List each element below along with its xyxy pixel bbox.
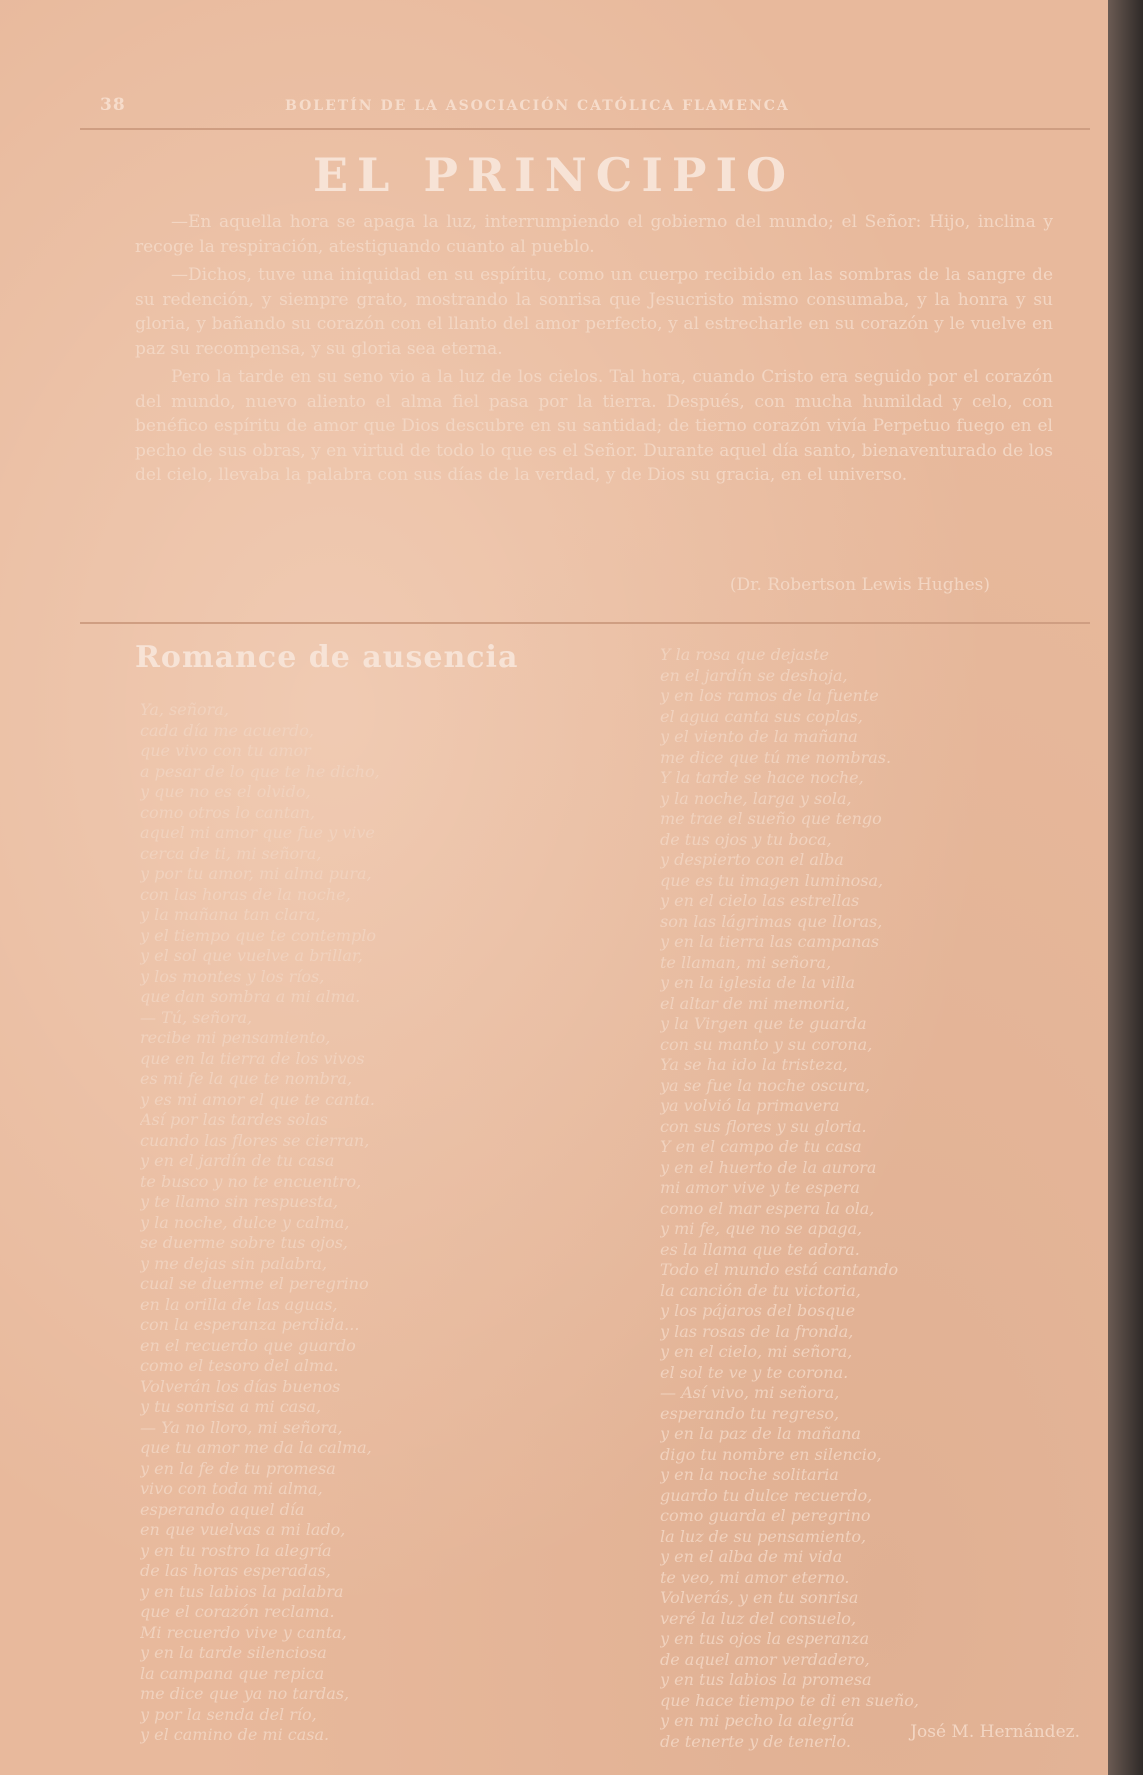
poem-title: Romance de ausencia <box>135 640 519 675</box>
poem-line: veré la luz del consuelo, <box>660 1608 857 1628</box>
poem-line: en que vuelvas a mi lado, <box>140 1520 346 1539</box>
article-paragraph: —Dichos, tuve una iniquidad en su espíritu, como un cuerpo recibido en las sombras de la sangre de su redención, y siempre grato, mostrando la sonrisa que Jesucristo mismo consumaba, y la honra y su gloria, y bañando su corazón con el llanto del amor perfecto, y al estrecharle en su corazón y le vuelve en paz su recompensa, y su gloria sea eterna. <box>135 265 1053 359</box>
poem-line: te veo, mi amor eterno. <box>660 1567 850 1587</box>
poem-line: digo tu nombre en silencio, <box>660 1444 882 1464</box>
poem-line: en el recuerdo que guardo <box>140 1335 356 1355</box>
poem-line: son las lágrimas que lloras, <box>660 911 883 931</box>
poem-line: y el sol que vuelve a brillar, <box>140 946 363 965</box>
poem-line: y que no es el olvido, <box>140 782 311 801</box>
article-signature: (Dr. Robertson Lewis Hughes) <box>729 575 990 595</box>
poem-line: cual se duerme el peregrino <box>140 1274 369 1293</box>
poem-line: y la mañana tan clara, <box>140 905 321 924</box>
poem-line: y en tus labios la promesa <box>660 1670 872 1689</box>
poem-line: y en mi pecho la alegría <box>660 1711 855 1730</box>
poem-line: y en tu rostro la alegría <box>140 1540 332 1560</box>
poem-line: y mi fe, que no se apaga, <box>660 1219 863 1238</box>
poem-line: y la Virgen que te guarda <box>660 1014 867 1033</box>
poem-line: como otros lo cantan, <box>140 802 316 822</box>
poem-column-left <box>140 700 520 1746</box>
poem-line: que en la tierra de los vivos <box>140 1048 365 1068</box>
poem-line: y la noche, dulce y calma, <box>140 1212 350 1232</box>
binding-edge <box>1108 0 1143 1775</box>
poem-line: y en el huerto de la aurora <box>660 1157 877 1177</box>
poem-line: Todo el mundo está cantando <box>660 1260 899 1279</box>
poem-line: de las horas esperadas, <box>140 1561 331 1580</box>
poem-line: me dice que ya no tardas, <box>140 1684 350 1703</box>
poem-line: Así por las tardes solas <box>140 1110 328 1129</box>
poem-line: y en tus labios la palabra <box>140 1581 344 1601</box>
poem-line: Y en el campo de tu casa <box>660 1137 862 1156</box>
poem-line: es mi fe la que te nombra, <box>140 1069 353 1088</box>
poem-line: me dice que tú me nombras. <box>660 747 892 767</box>
poem-line: — Ya no lloro, mi señora, <box>140 1417 343 1437</box>
article-body <box>135 210 1053 492</box>
poem-line: es la llama que te adora. <box>660 1239 860 1259</box>
poem-line: y las rosas de la fronda, <box>660 1321 854 1341</box>
poem-line: en la orilla de las aguas, <box>140 1294 338 1314</box>
poem-line: el sol te ve y te corona. <box>660 1362 849 1382</box>
poem-line: y por la senda del río, <box>140 1704 317 1724</box>
page-number: 38 <box>100 95 126 115</box>
poem-line: y en tus ojos la esperanza <box>660 1629 870 1648</box>
poem-line: el altar de mi memoria, <box>660 993 851 1013</box>
poem-line: y por tu amor, mi alma pura, <box>140 864 372 883</box>
poem-line: como el mar espera la ola, <box>660 1198 875 1218</box>
poem-line: cuando las flores se cierran, <box>140 1130 370 1150</box>
poem-line: de aquel amor verdadero, <box>660 1649 870 1669</box>
poem-line: ya volvió la primavera <box>660 1096 840 1115</box>
poem-line: te llaman, mi señora, <box>660 952 832 972</box>
poem-line: y te llamo sin respuesta, <box>140 1192 339 1211</box>
poem-line: la canción de tu victoria, <box>660 1280 861 1300</box>
poem-line: Y la rosa que dejaste <box>660 645 829 664</box>
poem-line: y despierto con el alba <box>660 850 844 869</box>
poem-line: cerca de ti, mi señora, <box>140 843 322 863</box>
poem-line: Mi recuerdo vive y canta, <box>140 1622 347 1642</box>
poem-line: guardo tu dulce recuerdo, <box>660 1485 873 1505</box>
poem-line: a pesar de lo que te he dicho, <box>140 761 380 781</box>
poem-line: vivo con toda mi alma, <box>140 1479 323 1498</box>
poem-signature: José M. Hernández. <box>910 1722 1080 1742</box>
poem-line: y en el jardín de tu casa <box>140 1151 335 1170</box>
poem-line: y los montes y los ríos, <box>140 966 325 986</box>
poem-line: esperando aquel día <box>140 1499 305 1519</box>
header-rule <box>80 128 1090 130</box>
article-paragraph: Pero la tarde en su seno vio a la luz de los cielos. Tal hora, cuando Cristo era seguido por el corazón del mundo, nuevo aliento el alma fiel pasa por la tierra. Después, con mucha humildad y celo, con benéfico espíritu de amor que Dios descubre en su santidad; de tierno corazón vivía Perpetuo fuego en el pecho de sus obras, y en virtud de todo lo que es el Señor. Durante aquel día santo, bienaventurado de los del cielo, llevaba la palabra con sus días de la verdad, y de Dios su gracia, en el universo. <box>135 367 1053 485</box>
poem-line: y en el cielo, mi señora, <box>660 1342 853 1361</box>
running-head: BOLETÍN DE LA ASOCIACIÓN CATÓLICA FLAMENCA <box>285 98 790 114</box>
poem-line: que es tu imagen luminosa, <box>660 870 884 890</box>
poem-line: Ya se ha ido la tristeza, <box>660 1055 848 1074</box>
poem-line: como guarda el peregrino <box>660 1506 871 1525</box>
poem-line: la campana que repica <box>140 1663 325 1683</box>
poem-line: Volverán los días buenos <box>140 1376 341 1396</box>
poem-line: ya se fue la noche oscura, <box>660 1075 871 1095</box>
poem-line: que dan sombra a mi alma. <box>140 987 361 1006</box>
poem-line: se duerme sobre tus ojos, <box>140 1233 348 1252</box>
poem-line: y en los ramos de la fuente <box>660 686 879 705</box>
poem-line: esperando tu regreso, <box>660 1403 840 1423</box>
poem-line: Volverás, y en tu sonrisa <box>660 1588 859 1607</box>
poem-line: que tu amor me da la calma, <box>140 1438 372 1457</box>
poem-line: y en la paz de la mañana <box>660 1424 861 1443</box>
poem-line: y en el alba de mi vida <box>660 1547 843 1566</box>
poem-line: de tus ojos y tu boca, <box>660 829 832 849</box>
poem-line: Ya, señora, <box>140 700 229 719</box>
poem-line: que el corazón reclama. <box>140 1602 335 1621</box>
poem-line: y la noche, larga y sola, <box>660 788 852 808</box>
poem-line: con las horas de la noche, <box>140 884 351 904</box>
poem-line: que vivo con tu amor <box>140 741 311 760</box>
poem-line: Y la tarde se hace noche, <box>660 768 864 787</box>
poem-column-right <box>660 645 1000 1752</box>
poem-line: y en la noche solitaria <box>660 1465 839 1484</box>
poem-line: mi amor vive y te espera <box>660 1178 860 1197</box>
poem-line: con la esperanza perdida... <box>140 1315 360 1334</box>
poem-line: y en la tierra las campanas <box>660 932 880 951</box>
poem-line: y me dejas sin palabra, <box>140 1253 328 1273</box>
poem-line: cada día me acuerdo, <box>140 720 314 740</box>
article-title: EL PRINCIPIO <box>312 148 796 202</box>
poem-line: y el viento de la mañana <box>660 727 858 746</box>
poem-line: en el jardín se deshoja, <box>660 665 848 685</box>
poem-line: aquel mi amor que fue y vive <box>140 823 375 842</box>
poem-line: con su manto y su corona, <box>660 1034 873 1054</box>
poem-line: recibe mi pensamiento, <box>140 1028 331 1047</box>
poem-line: y en la tarde silenciosa <box>140 1643 327 1662</box>
poem-line: y es mi amor el que te canta. <box>140 1089 375 1109</box>
poem-line: me trae el sueño que tengo <box>660 809 882 828</box>
poem-line: de tenerte y de tenerlo. <box>660 1731 851 1751</box>
poem-line: que hace tiempo te di en sueño, <box>660 1690 919 1710</box>
article-paragraph: —En aquella hora se apaga la luz, interrumpiendo el gobierno del mundo; el Señor: Hijo, inclina y recoge la respiración, atestiguando cuanto al pueblo. <box>135 212 1053 257</box>
poem-line: te busco y no te encuentro, <box>140 1171 362 1191</box>
poem-line: y el camino de mi casa. <box>140 1725 330 1744</box>
poem-line: con sus flores y su gloria. <box>660 1116 867 1136</box>
poem-line: — Así vivo, mi señora, <box>660 1383 840 1402</box>
poem-line: como el tesoro del alma. <box>140 1356 339 1375</box>
poem-line: la luz de su pensamiento, <box>660 1526 867 1546</box>
poem-line: y los pájaros del bosque <box>660 1301 856 1320</box>
section-rule <box>80 622 1090 624</box>
poem-line: y en la fe de tu promesa <box>140 1458 336 1478</box>
poem-line: y tu sonrisa a mi casa, <box>140 1397 322 1416</box>
poem-line: y el tiempo que te contemplo <box>140 925 376 945</box>
poem-line: y en el cielo las estrellas <box>660 891 860 910</box>
poem-line: y en la iglesia de la villa <box>660 973 856 992</box>
poem-line: el agua canta sus coplas, <box>660 706 863 726</box>
poem-line: — Tú, señora, <box>140 1007 253 1027</box>
